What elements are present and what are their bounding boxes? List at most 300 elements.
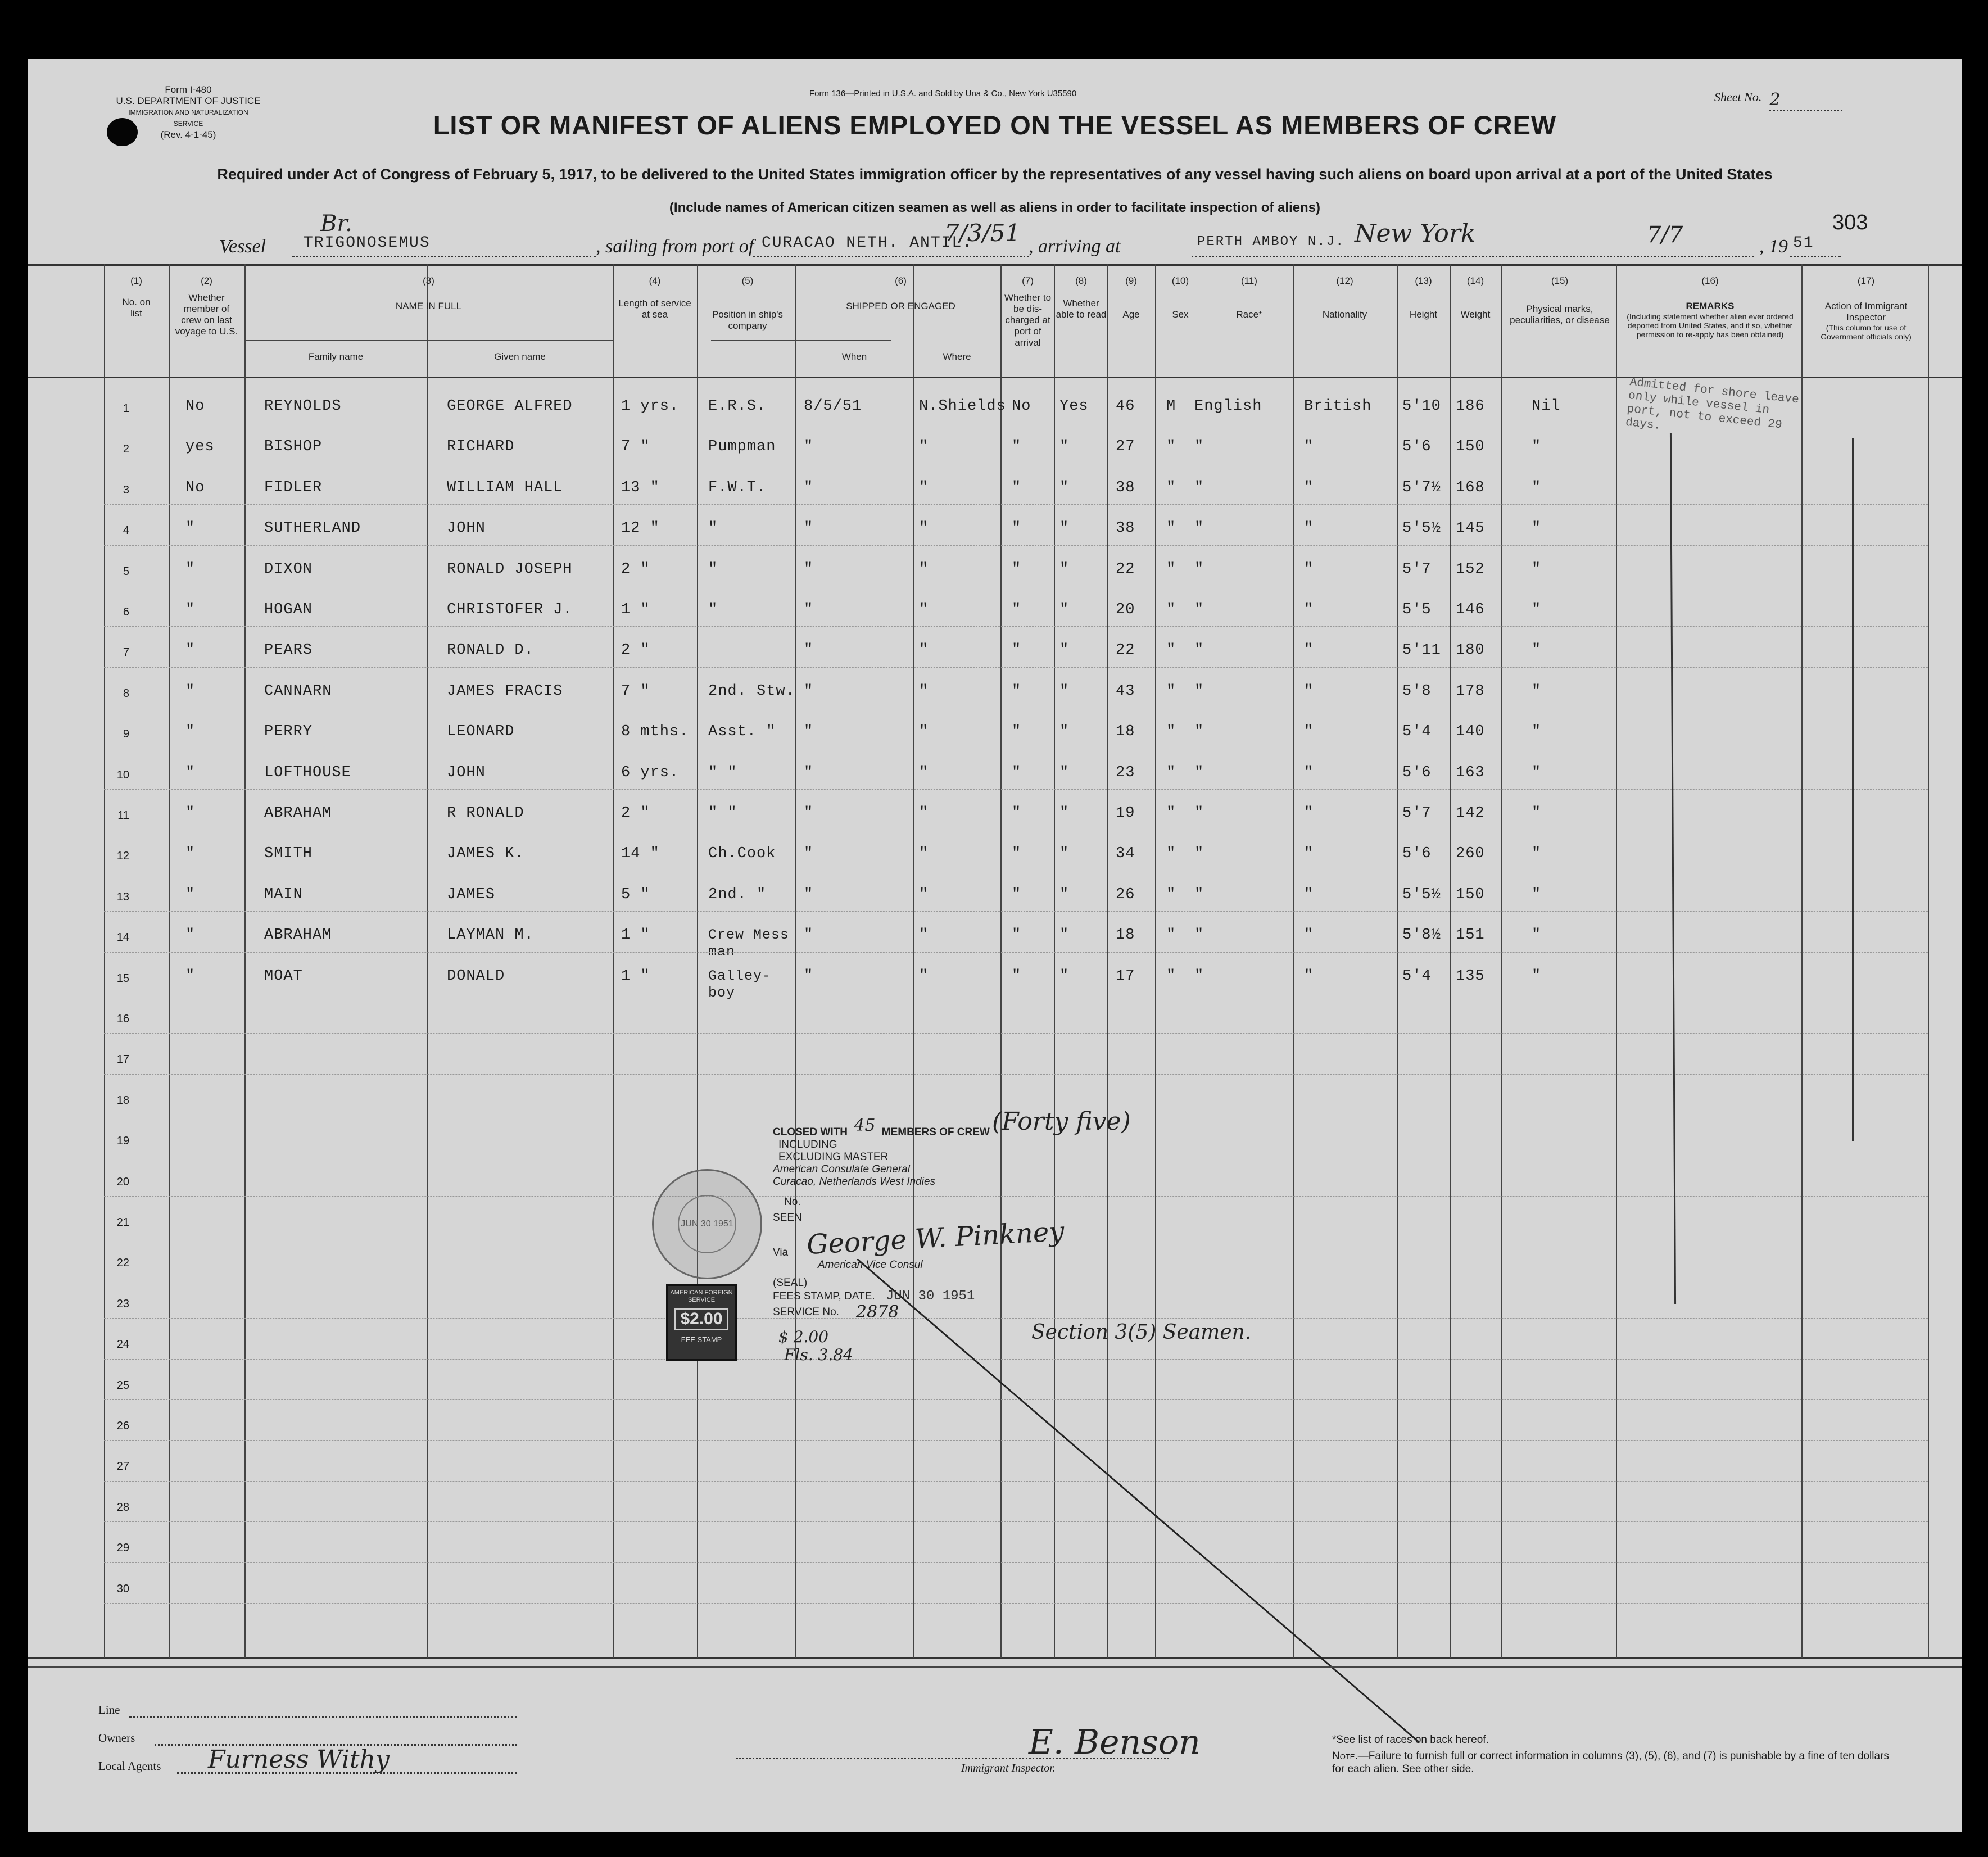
- cell-nationality: ": [1304, 438, 1314, 456]
- row-number: 11: [117, 809, 129, 822]
- cell-sex: M: [1166, 398, 1176, 415]
- page-title: LIST OR MANIFEST OF ALIENS EMPLOYED ON THE VESSEL AS MEMBERS OF CREW: [433, 110, 1557, 140]
- cell-marks: ": [1532, 479, 1542, 496]
- cell-where: N.Shields: [919, 398, 1006, 415]
- cell-marks: ": [1532, 520, 1542, 537]
- cell-position: E.R.S.: [708, 398, 767, 415]
- cell-weight: 186: [1456, 398, 1485, 415]
- cell-prev: ": [185, 927, 196, 944]
- cell-given: DONALD: [447, 967, 505, 985]
- cell-sex: ": [1166, 805, 1176, 822]
- sheet-number: 2: [1769, 90, 1842, 111]
- cell-position: ": [708, 560, 718, 578]
- consular-seal: [652, 1169, 762, 1279]
- cell-weight: 150: [1456, 886, 1485, 903]
- cell-service: 12 ": [621, 520, 660, 537]
- consul-signature: George W. Pinkney: [805, 1216, 1065, 1261]
- row-number: 23: [116, 1297, 129, 1310]
- vessel-underline: [292, 256, 596, 257]
- header-bottom-rule: [28, 377, 1962, 378]
- cell-family: ABRAHAM: [264, 805, 332, 822]
- excluding-label: EXCLUDING MASTER: [778, 1151, 889, 1163]
- cell-age: 18: [1116, 723, 1135, 741]
- cell-weight: 260: [1456, 845, 1485, 863]
- cell-race: ": [1194, 642, 1204, 659]
- service-number-line: [773, 1302, 1088, 1322]
- form-subtitle: Required under Act of Congress of February 5, 1917, to be delivered to the United States immigration officer by the representatives of any vessel having such aliens on board upon arrival at a port of the United States: [217, 166, 1773, 183]
- cell-prev: ": [185, 764, 196, 781]
- cell-read: ": [1059, 682, 1070, 700]
- row-number: 22: [116, 1257, 129, 1270]
- cell-read: ": [1059, 479, 1070, 496]
- cell-nationality: ": [1304, 560, 1314, 578]
- cell-height: 5'6: [1402, 845, 1432, 863]
- arriving-city: New York: [1355, 219, 1476, 248]
- column-divider: [795, 264, 796, 1658]
- inspector-label: Immigrant Inspector.: [961, 1762, 1056, 1774]
- col-header-16: (16) REMARKS (Including statement whether alien ever ordered deported from United States, and if so, whether permission to re-apply has been obtained): [1627, 275, 1794, 339]
- column-divider: [1616, 264, 1617, 1658]
- cell-family: FIDLER: [264, 479, 323, 496]
- col-header-9: (9) Age: [1122, 275, 1140, 320]
- vice-consul-label: American Vice Consul: [818, 1259, 923, 1271]
- cell-height: 5'7: [1402, 805, 1432, 822]
- cell-given: RONALD D.: [447, 642, 534, 659]
- row-rule: [104, 667, 1928, 668]
- year-label: , 19: [1759, 236, 1788, 257]
- cell-read: ": [1059, 601, 1070, 618]
- col-header-2: (2) Whether member of crew on last voyage to U.S.: [175, 275, 238, 337]
- vessel-label: Vessel: [219, 236, 266, 257]
- cell-where: ": [919, 967, 929, 985]
- cell-discharged: ": [1012, 886, 1022, 903]
- cell-prev: ": [185, 642, 196, 659]
- cell-discharged: ": [1012, 805, 1022, 822]
- cell-discharged: ": [1012, 560, 1022, 578]
- cell-family: DIXON: [264, 560, 313, 578]
- cell-height: 5'4: [1402, 723, 1432, 741]
- row-number: 15: [116, 972, 129, 985]
- cell-given: JAMES: [447, 886, 496, 903]
- cell-where: ": [919, 642, 929, 659]
- cell-position: ": [708, 520, 718, 537]
- cell-age: 38: [1116, 479, 1135, 496]
- cell-sex: ": [1166, 642, 1176, 659]
- cell-age: 22: [1116, 642, 1135, 659]
- cell-marks: ": [1532, 886, 1542, 903]
- cell-sex: ": [1166, 601, 1176, 618]
- cell-marks: ": [1532, 927, 1542, 944]
- cell-prev: No: [185, 398, 205, 415]
- cell-family: PEARS: [264, 642, 313, 659]
- cell-sex: ": [1166, 886, 1176, 903]
- cell-position: " ": [708, 805, 737, 822]
- cell-given: RONALD JOSEPH: [447, 560, 573, 578]
- cell-family: BISHOP: [264, 438, 323, 456]
- service-label: SERVICE No.: [773, 1306, 839, 1318]
- cell-where: ": [919, 723, 929, 741]
- cell-weight: 142: [1456, 805, 1485, 822]
- cell-prev: ": [185, 520, 196, 537]
- cell-family: PERRY: [264, 723, 313, 741]
- cell-sex: ": [1166, 723, 1176, 741]
- cell-family: HOGAN: [264, 601, 313, 618]
- cell-marks: ": [1532, 764, 1542, 781]
- cell-where: ": [919, 438, 929, 456]
- sailing-label: , sailing from port of: [596, 236, 754, 257]
- cell-marks: ": [1532, 723, 1542, 741]
- cell-discharged: ": [1012, 601, 1022, 618]
- vessel-name: TRIGONOSEMUS: [304, 234, 431, 252]
- seen-label: SEEN: [773, 1212, 802, 1224]
- col-subheader-when: When: [841, 351, 867, 362]
- cell-service: 2 ": [621, 805, 650, 822]
- arriving-underline: [1192, 256, 1754, 257]
- remarks-check-line: [1670, 433, 1679, 1304]
- cell-nationality: ": [1304, 723, 1314, 741]
- cell-weight: 145: [1456, 520, 1485, 537]
- seal-label: (SEAL): [773, 1277, 808, 1289]
- col-header-14: (14) Weight: [1460, 275, 1491, 320]
- cell-service: 8 mths.: [621, 723, 689, 741]
- cell-read: ": [1059, 520, 1070, 537]
- row-number: 5: [123, 565, 129, 578]
- cell-where: ": [919, 601, 929, 618]
- cell-when: ": [804, 805, 814, 822]
- column-divider: [1801, 264, 1803, 1658]
- fees-stamp-line: [773, 1290, 1088, 1303]
- row-rule: [104, 911, 1928, 912]
- cell-marks: ": [1532, 438, 1542, 456]
- cell-prev: ": [185, 886, 196, 903]
- cell-position: Pumpman: [708, 438, 776, 456]
- cell-service: 13 ": [621, 479, 660, 496]
- cell-age: 27: [1116, 438, 1135, 456]
- fee-amount: $ 2.00: [778, 1328, 829, 1346]
- column-divider: [1450, 264, 1451, 1658]
- cell-height: 5'6: [1402, 764, 1432, 781]
- cell-read: ": [1059, 886, 1070, 903]
- department-name: U.S. DEPARTMENT OF JUSTICE: [116, 96, 261, 106]
- cell-where: ": [919, 560, 929, 578]
- cell-sex: ": [1166, 479, 1176, 496]
- cell-given: RICHARD: [447, 438, 515, 456]
- cell-height: 5'8½: [1402, 927, 1441, 944]
- row-number: 29: [116, 1542, 129, 1555]
- cell-family: REYNOLDS: [264, 398, 342, 415]
- fee-stamp-top: AMERICAN FOREIGN SERVICE: [670, 1289, 733, 1303]
- cell-age: 18: [1116, 927, 1135, 944]
- form-instruction: (Include names of American citizen seamen as well as aliens in order to facilitate inspection of aliens): [669, 200, 1321, 215]
- cell-position: Asst. ": [708, 723, 776, 741]
- cell-read: ": [1059, 967, 1070, 985]
- cell-when: ": [804, 682, 814, 700]
- row-rule: [104, 1074, 1928, 1075]
- row-rule: [104, 626, 1928, 627]
- cell-race: ": [1194, 682, 1204, 700]
- row-rule: [104, 789, 1928, 790]
- cell-given: LEONARD: [447, 723, 515, 741]
- cell-nationality: ": [1304, 886, 1314, 903]
- row-number: 6: [123, 606, 129, 618]
- cell-race: ": [1194, 601, 1204, 618]
- cell-family: SUTHERLAND: [264, 520, 361, 537]
- cell-weight: 152: [1456, 560, 1485, 578]
- cell-service: 2 ": [621, 642, 650, 659]
- fee-guilders: Fls. 3.84: [784, 1346, 853, 1364]
- cell-nationality: ": [1304, 682, 1314, 700]
- cell-given: JOHN: [447, 764, 486, 781]
- consulate-location: Curacao, Netherlands West Indies: [773, 1176, 936, 1188]
- cell-prev: ": [185, 723, 196, 741]
- cell-race: ": [1194, 560, 1204, 578]
- sailing-date: 7/3/51: [944, 219, 1021, 247]
- cell-where: ": [919, 886, 929, 903]
- sailing-port: CURACAO NETH. ANTIL.: [762, 234, 973, 252]
- cell-sex: ": [1166, 520, 1176, 537]
- cell-nationality: ": [1304, 845, 1314, 863]
- cell-age: 19: [1116, 805, 1135, 822]
- agents-signature: Furness Withy: [208, 1745, 390, 1774]
- cell-family: MAIN: [264, 886, 303, 903]
- cell-marks: ": [1532, 845, 1542, 863]
- cell-age: 22: [1116, 560, 1135, 578]
- cell-where: ": [919, 845, 929, 863]
- row-rule: [104, 545, 1928, 546]
- cell-sex: ": [1166, 845, 1176, 863]
- col-header-13: (13) Height: [1409, 275, 1438, 320]
- column-divider: [104, 264, 105, 1658]
- arrival-year: 51: [1793, 234, 1814, 252]
- closed-count: 45: [854, 1116, 876, 1135]
- cell-sex: ": [1166, 927, 1176, 944]
- cell-service: 2 ": [621, 560, 650, 578]
- cell-position: Crew Mess man: [708, 927, 790, 961]
- cell-given: R RONALD: [447, 805, 524, 822]
- col-header-11: (11) Race*: [1236, 275, 1262, 320]
- including-label: INCLUDING: [778, 1139, 837, 1151]
- cell-weight: 135: [1456, 967, 1485, 985]
- cell-marks: Nil: [1532, 398, 1561, 415]
- cell-race: ": [1194, 438, 1204, 456]
- cell-when: 8/5/51: [804, 398, 862, 415]
- cell-weight: 140: [1456, 723, 1485, 741]
- cell-age: 38: [1116, 520, 1135, 537]
- row-number: 19: [116, 1135, 129, 1148]
- cell-race: ": [1194, 723, 1204, 741]
- cell-when: ": [804, 642, 814, 659]
- col-subheader-family: Family name: [308, 351, 364, 362]
- cell-sex: ": [1166, 682, 1176, 700]
- cell-family: LOFTHOUSE: [264, 764, 351, 781]
- cell-where: ": [919, 682, 929, 700]
- cell-nationality: British: [1304, 398, 1372, 415]
- cell-prev: ": [185, 805, 196, 822]
- cell-given: LAYMAN M.: [447, 927, 534, 944]
- cell-nationality: ": [1304, 805, 1314, 822]
- closed-count-words: (Forty five): [992, 1107, 1131, 1136]
- cell-when: ": [804, 845, 814, 863]
- row-number: 26: [116, 1420, 129, 1432]
- fee-stamp-value: $2.00: [674, 1308, 728, 1330]
- crew-table: [104, 264, 1928, 1658]
- row-number: 1: [123, 402, 129, 415]
- cell-when: ": [804, 479, 814, 496]
- cell-age: 46: [1116, 398, 1135, 415]
- cell-discharged: ": [1012, 479, 1022, 496]
- column-divider: [613, 264, 614, 1658]
- row-number: 21: [116, 1216, 129, 1229]
- cell-service: 7 ": [621, 682, 650, 700]
- col-header-17: (17) Action of Immigrant Inspector (This column for use of Government officials only): [1821, 275, 1912, 341]
- row-number: 7: [123, 646, 129, 659]
- service-number: 2878: [855, 1302, 899, 1322]
- cell-weight: 178: [1456, 682, 1485, 700]
- cell-height: 5'7½: [1402, 479, 1441, 496]
- cell-height: 5'5½: [1402, 520, 1441, 537]
- note-label: Note.: [1332, 1750, 1358, 1762]
- cell-height: 5'10: [1402, 398, 1441, 415]
- cell-nationality: ": [1304, 520, 1314, 537]
- cell-when: ": [804, 764, 814, 781]
- cell-discharged: ": [1012, 845, 1022, 863]
- shipped-subhead-rule: [711, 340, 891, 341]
- closed-suffix: MEMBERS OF CREW: [881, 1126, 990, 1138]
- cell-age: 17: [1116, 967, 1135, 985]
- cell-sex: ": [1166, 438, 1176, 456]
- cell-where: ": [919, 479, 929, 496]
- agents-label: Local Agents: [98, 1759, 161, 1773]
- cell-marks: ": [1532, 601, 1542, 618]
- cell-height: 5'11: [1402, 642, 1441, 659]
- cell-sex: ": [1166, 967, 1176, 985]
- page-stamp-number: 303: [1832, 211, 1868, 234]
- cell-given: JOHN: [447, 520, 486, 537]
- cell-weight: 150: [1456, 438, 1485, 456]
- cell-service: 1 ": [621, 601, 650, 618]
- line-label: Line: [98, 1703, 120, 1716]
- races-note: *See list of races on back hereof.: [1332, 1734, 1489, 1746]
- cell-position: 2nd. ": [708, 886, 767, 903]
- cell-weight: 180: [1456, 642, 1485, 659]
- row-number: 3: [123, 483, 129, 496]
- arriving-label: , arriving at: [1029, 236, 1121, 257]
- cell-service: 7 ": [621, 438, 650, 456]
- row-number: 24: [116, 1338, 129, 1351]
- fees-label: FEES STAMP, DATE.: [773, 1290, 875, 1302]
- closed-with-label: CLOSED WITH: [773, 1126, 848, 1138]
- form-revision: (Rev. 4-1-45): [160, 129, 216, 140]
- col-header-15: (15) Physical marks, peculiarities, or disease: [1510, 275, 1610, 325]
- vessel-prefix: Br.: [320, 211, 352, 237]
- sheet-label: Sheet No.: [1714, 90, 1762, 104]
- row-number: 27: [116, 1460, 129, 1473]
- cell-read: Yes: [1059, 398, 1089, 415]
- agents-underline: [177, 1772, 517, 1774]
- penalty-note: [1332, 1750, 1894, 1776]
- cell-when: ": [804, 886, 814, 903]
- cell-service: 1 yrs.: [621, 398, 680, 415]
- column-divider: [1501, 264, 1502, 1658]
- year-underline: [1790, 256, 1841, 257]
- cell-prev: yes: [185, 438, 215, 456]
- footer-rule: [28, 1666, 1962, 1668]
- cell-when: ": [804, 438, 814, 456]
- cell-height: 5'5½: [1402, 886, 1441, 903]
- cell-race: ": [1194, 520, 1204, 537]
- cell-race: ": [1194, 967, 1204, 985]
- cell-service: 1 ": [621, 927, 650, 944]
- cell-when: ": [804, 520, 814, 537]
- cell-marks: ": [1532, 682, 1542, 700]
- row-number: 17: [116, 1053, 129, 1066]
- cell-discharged: ": [1012, 967, 1022, 985]
- cell-family: CANNARN: [264, 682, 332, 700]
- cell-discharged: ": [1012, 723, 1022, 741]
- cell-marks: ": [1532, 967, 1542, 985]
- cell-read: ": [1059, 764, 1070, 781]
- sheet-number-block: [1714, 90, 1781, 110]
- cell-read: ": [1059, 845, 1070, 863]
- row-number: 20: [116, 1175, 129, 1188]
- seal-inner: JUN 30 1951: [678, 1195, 736, 1253]
- consular-number: No.: [784, 1196, 801, 1208]
- cell-sex: ": [1166, 764, 1176, 781]
- cell-when: ": [804, 601, 814, 618]
- cell-where: ": [919, 764, 929, 781]
- cell-given: JAMES K.: [447, 845, 524, 863]
- cell-height: 5'6: [1402, 438, 1432, 456]
- cell-height: 5'5: [1402, 601, 1432, 618]
- cell-age: 26: [1116, 886, 1135, 903]
- row-rule: [104, 1033, 1928, 1034]
- cell-given: CHRISTOFER J.: [447, 601, 573, 618]
- row-number: 18: [116, 1094, 129, 1107]
- fee-stamp-bottom: FEE STAMP: [681, 1335, 722, 1344]
- cell-read: ": [1059, 927, 1070, 944]
- cell-service: 14 ": [621, 845, 660, 863]
- cell-read: ": [1059, 438, 1070, 456]
- cell-position: 2nd. Stw.: [708, 682, 795, 700]
- col-header-8: (8) Whether able to read: [1056, 275, 1107, 320]
- row-number: 9: [123, 728, 129, 741]
- cell-service: 5 ": [621, 886, 650, 903]
- form-number: Form I-480: [165, 84, 212, 95]
- row-number: 28: [116, 1501, 129, 1514]
- name-subhead-rule: [244, 340, 613, 341]
- cell-family: ABRAHAM: [264, 927, 332, 944]
- col-header-6: (6) SHIPPED OR ENGAGED: [846, 275, 955, 311]
- table-top-rule: [28, 264, 1962, 266]
- owners-label: Owners: [98, 1731, 135, 1745]
- service-name: IMMIGRATION AND NATURALIZATION SERVICE: [128, 108, 248, 128]
- note-text: —Failure to furnish full or correct information in columns (3), (5), (6), and (7) is punishable by a fine of ten dollars for each alien. See other side.: [1332, 1750, 1889, 1775]
- consulate-name: American Consulate General: [773, 1163, 910, 1175]
- col-header-5: (5) Position in ship's company: [712, 275, 784, 331]
- column-divider: [244, 264, 246, 1658]
- cell-prev: ": [185, 682, 196, 700]
- cell-marks: ": [1532, 805, 1542, 822]
- cell-race: ": [1194, 764, 1204, 781]
- column-divider: [1928, 264, 1929, 1658]
- row-rule: [104, 504, 1928, 505]
- cell-prev: No: [185, 479, 205, 496]
- cell-height: 5'7: [1402, 560, 1432, 578]
- col-header-3: (3) NAME IN FULL: [395, 275, 462, 311]
- cell-position: F.W.T.: [708, 479, 767, 496]
- cell-where: ": [919, 805, 929, 822]
- cell-where: ": [919, 520, 929, 537]
